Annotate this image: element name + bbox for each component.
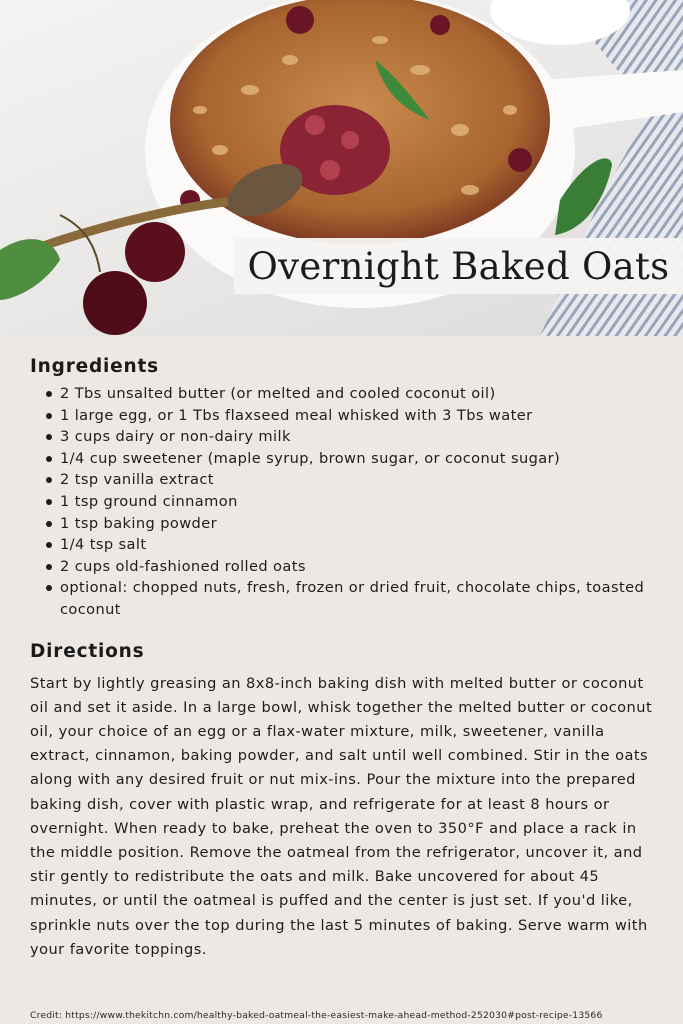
ingredient-item: 1/4 cup sweetener (maple syrup, brown sugar, or coconut sugar) — [30, 448, 660, 470]
cherry — [83, 271, 147, 335]
leaf — [0, 239, 60, 300]
bullet-icon — [46, 456, 52, 462]
ingredient-item: 3 cups dairy or non-dairy milk — [30, 426, 660, 448]
cherry — [125, 222, 185, 282]
recipe-content — [30, 356, 660, 962]
bullet-icon — [46, 477, 52, 483]
bullet-icon — [46, 564, 52, 570]
ingredient-item: 1 large egg, or 1 Tbs flaxseed meal whisked with 3 Tbs water — [30, 405, 660, 427]
ingredient-item: 2 Tbs unsalted butter (or melted and cooled coconut oil) — [30, 383, 660, 405]
ingredient-item: 1 tsp baking powder — [30, 513, 660, 535]
ingredient-item: 1 tsp ground cinnamon — [30, 491, 660, 513]
ingredient-item: 2 tsp vanilla extract — [30, 469, 660, 491]
title-banner — [234, 238, 683, 294]
credit-link[interactable]: Credit: https://www.thekitchn.com/healthy-baked-oatmeal-the-easiest-make-ahead-method-252030#post-recipe-13566 — [30, 1010, 603, 1021]
bullet-icon — [46, 391, 52, 397]
hero-photo — [0, 0, 683, 336]
ingredient-item: optional: chopped nuts, fresh, frozen or dried fruit, chocolate chips, toasted coconut — [30, 577, 660, 620]
bullet-icon — [46, 434, 52, 440]
bullet-icon — [46, 413, 52, 419]
bullet-icon — [46, 499, 52, 505]
directions-text: Start by lightly greasing an 8x8-inch baking dish with melted butter or coconut oil and set it aside. In a large bowl, whisk together the melted butter or coconut oil, your choice of an egg or a flax-water mixture, milk, sweetener, vanilla extract, cinnamon, baking powder, and salt until well combined. Stir in the oats along with any desired fruit or nut mix-ins. Pour the mixture into the prepared baking dish, cover with plastic wrap, and refrigerate for at least 8 hours or overnight. When ready to bake, preheat the oven to 350°F and place a rack in the middle position. Remove the oatmeal from the refrigerator, uncover it, and stir gently to redistribute the oats and milk. Bake uncovered for about 45 minutes, or until the oatmeal is puffed and the center is just set. If you'd like, sprinkle nuts over the top during the last 5 minutes of baking. Serve warm with your favorite toppings. — [30, 674, 653, 958]
ingredients-list — [30, 383, 660, 621]
ingredient-item: 2 cups old-fashioned rolled oats — [30, 556, 660, 578]
bullet-icon — [46, 542, 52, 548]
ingredient-item: 1/4 tsp salt — [30, 534, 660, 556]
bullet-icon — [46, 521, 52, 527]
directions-heading: Directions — [30, 640, 145, 662]
page-title: Overnight Baked Oats — [247, 244, 670, 288]
ingredients-heading: Ingredients — [30, 356, 159, 377]
bullet-icon — [46, 585, 52, 591]
